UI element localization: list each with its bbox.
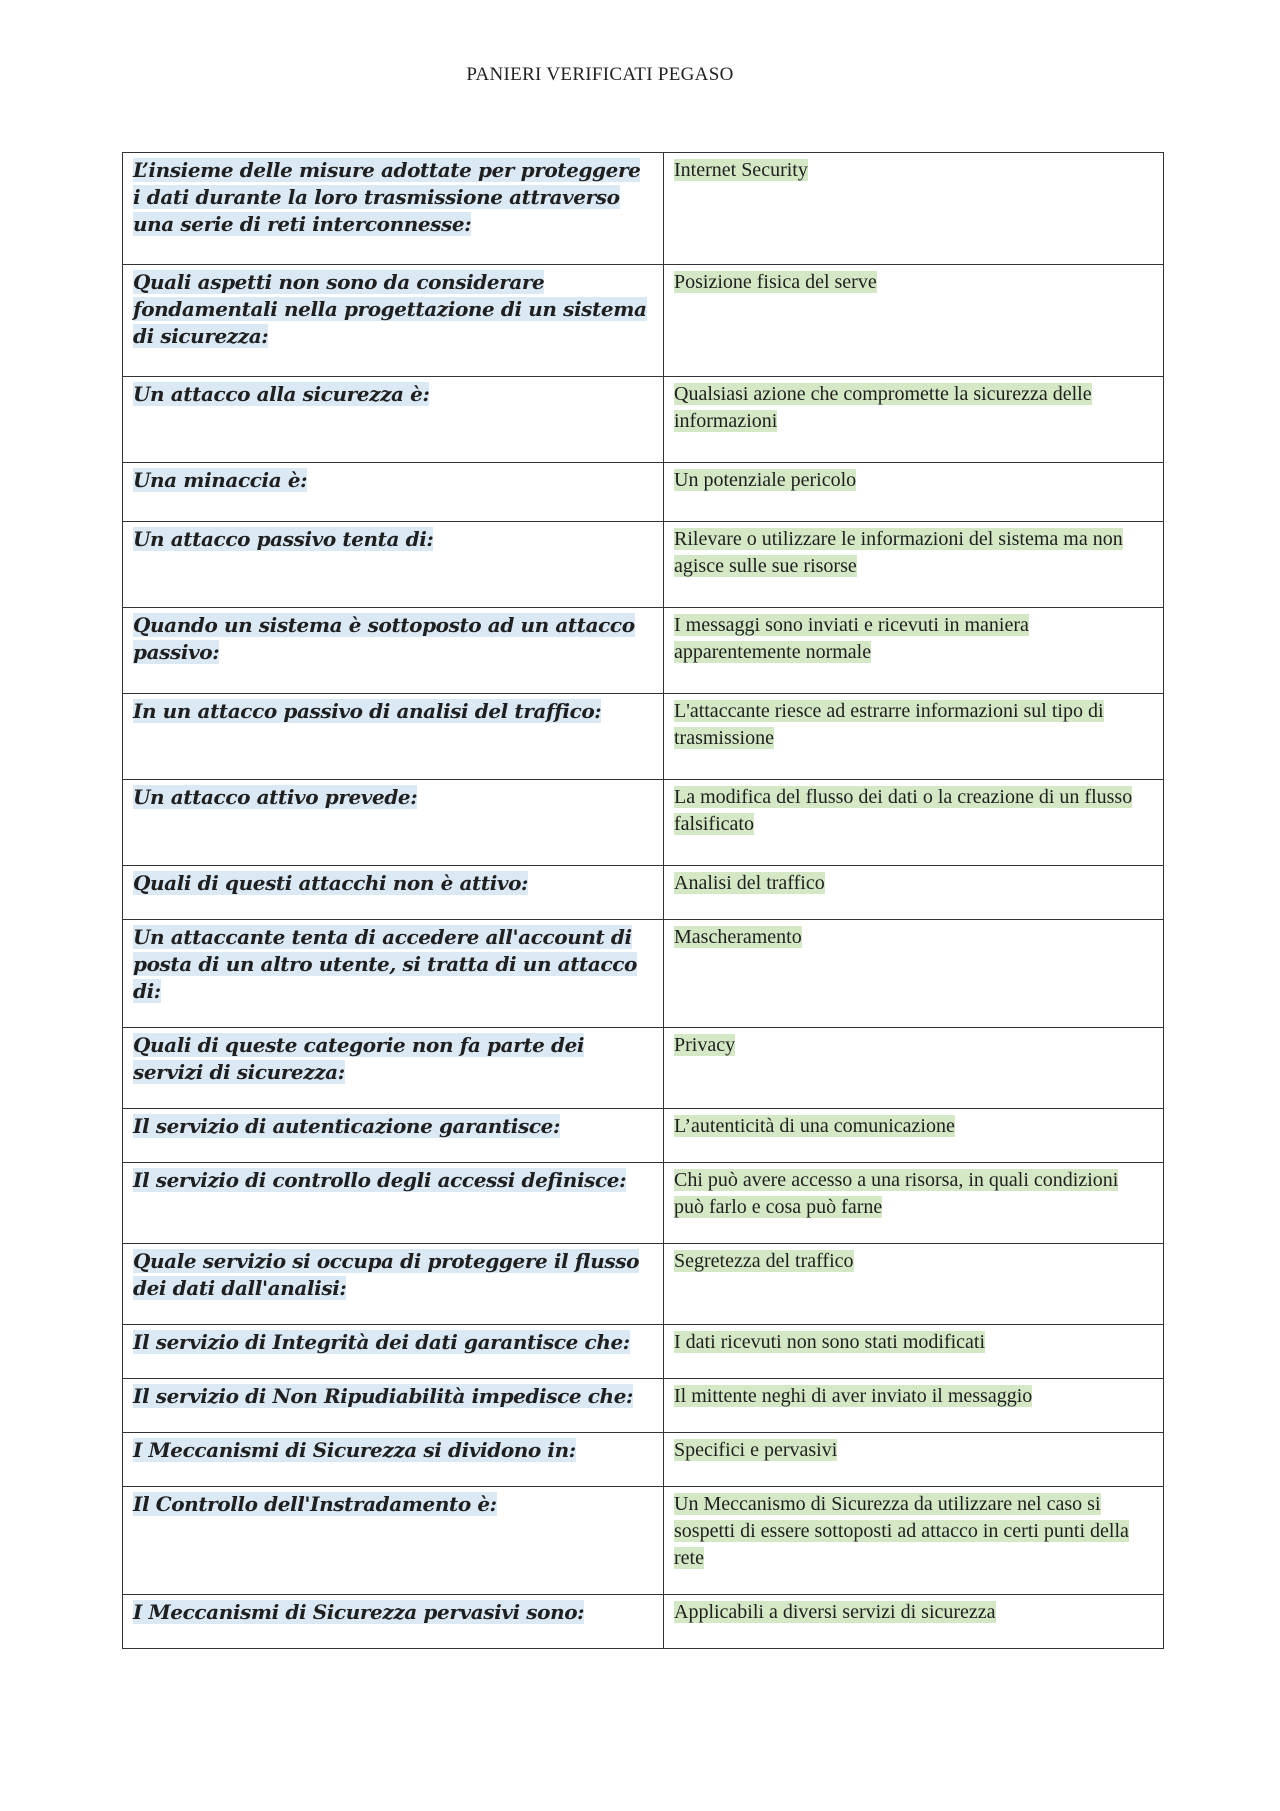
answer-cell: [664, 1379, 1164, 1433]
table-row: [123, 1109, 1164, 1163]
qa-table: [122, 152, 1164, 1649]
question-cell: [123, 265, 664, 377]
table-row: [123, 153, 1164, 265]
table-row: [123, 1487, 1164, 1595]
answer-text: I dati ricevuti non sono stati modificati: [674, 1331, 986, 1353]
answer-cell: [664, 1487, 1164, 1595]
answer-cell: [664, 1028, 1164, 1109]
question-cell: [123, 522, 664, 608]
question-text: Quali di queste categorie non fa parte dei servizi di sicurezza:: [133, 1033, 585, 1084]
answer-text: Segretezza del traffico: [674, 1250, 854, 1272]
question-cell: [123, 377, 664, 463]
table-row: [123, 265, 1164, 377]
answer-cell: [664, 608, 1164, 694]
question-text: Un attacco passivo tenta di:: [133, 527, 434, 551]
question-cell: [123, 866, 664, 920]
question-text: I Meccanismi di Sicurezza pervasivi sono:: [133, 1600, 585, 1624]
answer-text: La modifica del flusso dei dati o la creazione di un flusso falsificato: [674, 786, 1133, 835]
answer-text: Posizione fisica del serve: [674, 271, 877, 293]
question-cell: [123, 608, 664, 694]
question-cell: [123, 1433, 664, 1487]
answer-cell: [664, 1595, 1164, 1649]
answer-text: Mascheramento: [674, 926, 802, 948]
answer-text: Chi può avere accesso a una risorsa, in quali condizioni può farlo e cosa può farne: [674, 1169, 1119, 1218]
table-row: [123, 1244, 1164, 1325]
answer-text: Privacy: [674, 1034, 736, 1056]
question-text: Il servizio di Integrità dei dati garantisce che:: [133, 1330, 630, 1354]
answer-cell: [664, 1433, 1164, 1487]
question-text: Quale servizio si occupa di proteggere il flusso dei dati dall'analisi:: [133, 1249, 640, 1300]
table-row: [123, 522, 1164, 608]
answer-text: Rilevare o utilizzare le informazioni del sistema ma non agisce sulle sue risorse: [674, 528, 1123, 577]
table-row: [123, 1028, 1164, 1109]
table-row: [123, 1379, 1164, 1433]
answer-text: Analisi del traffico: [674, 872, 825, 894]
answer-cell: [664, 522, 1164, 608]
question-cell: [123, 1109, 664, 1163]
question-text: Una minaccia è:: [133, 468, 308, 492]
answer-cell: [664, 780, 1164, 866]
answer-text: L'attaccante riesce ad estrarre informazioni sul tipo di trasmissione: [674, 700, 1104, 749]
answer-text: Un potenziale pericolo: [674, 469, 857, 491]
question-cell: [123, 153, 664, 265]
question-text: In un attacco passivo di analisi del traffico:: [133, 699, 602, 723]
question-cell: [123, 1163, 664, 1244]
question-cell: [123, 1595, 664, 1649]
answer-cell: [664, 153, 1164, 265]
page-header: PANIERI VERIFICATI PEGASO: [466, 64, 734, 85]
table-row: [123, 920, 1164, 1028]
table-row: [123, 1325, 1164, 1379]
question-text: Il servizio di controllo degli accessi definisce:: [133, 1168, 627, 1192]
question-cell: [123, 694, 664, 780]
answer-cell: [664, 920, 1164, 1028]
table-row: [123, 377, 1164, 463]
table-row: [123, 463, 1164, 522]
question-text: Un attacco attivo prevede:: [133, 785, 418, 809]
answer-text: Il mittente neghi di aver inviato il messaggio: [674, 1385, 1033, 1407]
question-cell: [123, 1325, 664, 1379]
question-cell: [123, 1028, 664, 1109]
question-text: Quando un sistema è sottoposto ad un attacco passivo:: [133, 613, 635, 664]
question-text: Il servizio di Non Ripudiabilità impedisce che:: [133, 1384, 634, 1408]
question-text: Quali di questi attacchi non è attivo:: [133, 871, 529, 895]
question-text: Quali aspetti non sono da considerare fondamentali nella progettazione di un sistema di sicurezza:: [133, 270, 647, 348]
table-row: [123, 1163, 1164, 1244]
answer-cell: [664, 1325, 1164, 1379]
question-text: I Meccanismi di Sicurezza si dividono in:: [133, 1438, 576, 1462]
answer-cell: [664, 1244, 1164, 1325]
answer-text: Qualsiasi azione che compromette la sicurezza delle informazioni: [674, 383, 1092, 432]
table-row: [123, 608, 1164, 694]
question-text: Un attacco alla sicurezza è:: [133, 382, 430, 406]
question-cell: [123, 920, 664, 1028]
answer-text: Applicabili a diversi servizi di sicurezza: [674, 1601, 996, 1623]
question-cell: [123, 1379, 664, 1433]
answer-cell: [664, 694, 1164, 780]
answer-text: Un Meccanismo di Sicurezza da utilizzare nel caso si sospetti di essere sottoposti ad attacco in certi punti della rete: [674, 1493, 1129, 1569]
question-cell: [123, 463, 664, 522]
question-text: Un attaccante tenta di accedere all'account di posta di un altro utente, si tratta di un attacco di:: [133, 925, 637, 1003]
answer-cell: [664, 1163, 1164, 1244]
table-row: [123, 780, 1164, 866]
answer-cell: [664, 377, 1164, 463]
answer-text: L’autenticità di una comunicazione: [674, 1115, 955, 1137]
question-text: Il Controllo dell'Instradamento è:: [133, 1492, 497, 1516]
table-row: [123, 694, 1164, 780]
answer-text: Internet Security: [674, 159, 808, 181]
question-text: Il servizio di autenticazione garantisce:: [133, 1114, 560, 1138]
answer-cell: [664, 1109, 1164, 1163]
table-row: [123, 1595, 1164, 1649]
answer-cell: [664, 463, 1164, 522]
question-cell: [123, 780, 664, 866]
answer-cell: [664, 265, 1164, 377]
table-row: [123, 1433, 1164, 1487]
answer-text: I messaggi sono inviati e ricevuti in maniera apparentemente normale: [674, 614, 1029, 663]
answer-cell: [664, 866, 1164, 920]
question-cell: [123, 1244, 664, 1325]
question-cell: [123, 1487, 664, 1595]
question-text: L’insieme delle misure adottate per proteggere i dati durante la loro trasmissione attraverso una serie di reti interconnesse:: [133, 158, 641, 236]
answer-text: Specifici e pervasivi: [674, 1439, 838, 1461]
table-row: [123, 866, 1164, 920]
